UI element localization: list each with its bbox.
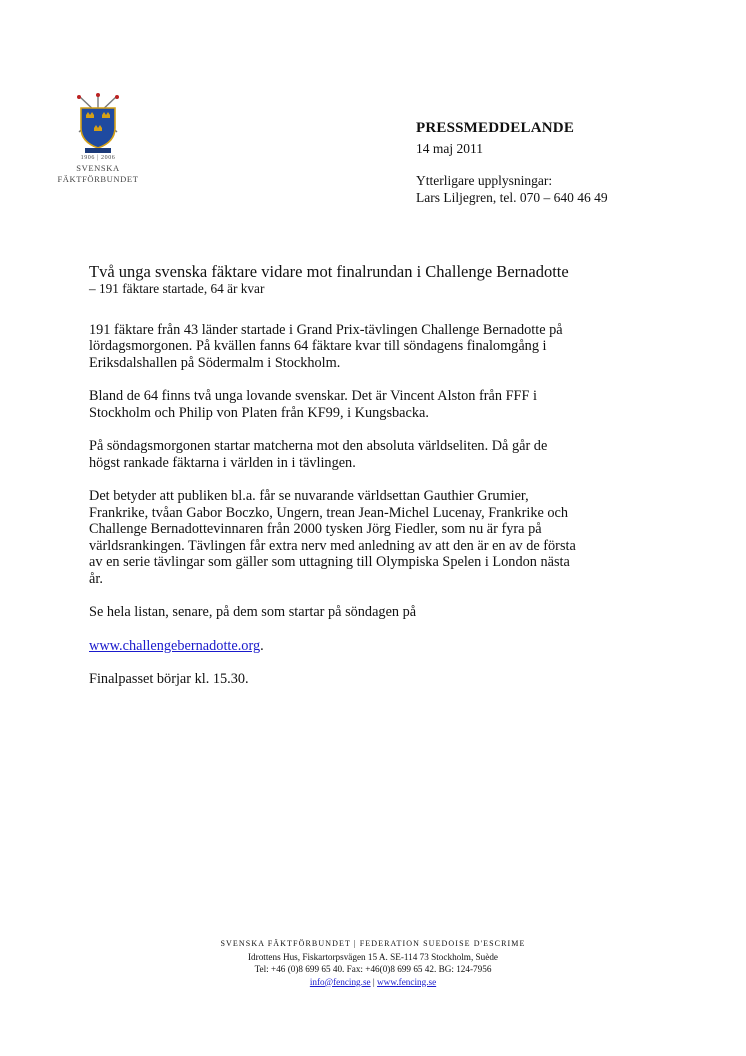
paragraph: På söndagsmorgonen startar matcherna mot den absoluta världseliten. Då går de högst rankade fäktarna i världen in i tävlingen. xyxy=(89,438,548,471)
challenge-link[interactable]: www.challengebernadotte.org xyxy=(89,637,261,654)
contact-label: Ytterligare upplysningar: xyxy=(416,173,553,188)
paragraph: 191 fäktare från 43 länder startade i Grand Prix-tävlingen Challenge Bernadotte på lördagsmorgonen. På kvällen fanns 64 fäktare kvar till söndagens finalomgång i Eriksdalshallen på Södermalm i Stockholm. xyxy=(89,321,563,371)
article-headline: Två unga svenska fäktare vidare mot finalrundan i Challenge Bernadotte xyxy=(89,262,569,281)
press-date: 14 maj 2011 xyxy=(416,141,483,156)
logo-years: 1906 | 2006 xyxy=(80,155,116,161)
press-header xyxy=(416,120,608,206)
footer-links xyxy=(0,976,746,989)
footer-address: Idrottens Hus, Fiskartorpsvägen 15 A. SE-114 73 Stockholm, Suède xyxy=(248,951,498,962)
paragraph: Bland de 64 finns två unga lovande svenskar. Det är Vincent Alston från FFF i Stockholm och Philip von Platen från KF99, i Kungsbacka. xyxy=(89,388,537,421)
article xyxy=(89,262,669,688)
footer-separator: | xyxy=(372,976,375,987)
closing-paragraph: Finalpasset börjar kl. 15.30. xyxy=(89,671,249,687)
contact-person: Lars Liljegren, tel. 070 – 640 46 49 xyxy=(416,190,608,205)
footer-phone: Tel: +46 (0)8 699 65 40. Fax: +46(0)8 699 65 42. BG: 124-7956 xyxy=(254,964,492,974)
paragraph: Se hela listan, senare, på dem som startar på söndagen på xyxy=(89,604,417,620)
link-paragraph xyxy=(89,638,669,655)
page-footer xyxy=(0,938,746,988)
footer-website-link[interactable]: www.fencing.se xyxy=(377,976,437,987)
press-title: PRESSMEDDELANDE xyxy=(416,120,575,136)
logo-line-2: FÄKTFÖRBUNDET xyxy=(57,174,139,184)
paragraph: Det betyder att publiken bl.a. får se nuvarande världsettan Gauthier Grumier, Frankrike, tvåan Gabor Boczko, Ungern, trean Jean-Michel Lucenay, Frankrike och Challenge Bernadottevinnaren från 2000 tysken Jörg Fiedler, som nu är fyra på världsrankingen. Tävlingen får extra nerv med anledning av att den är en av de första av en serie tävlingar som gäller som uttagning till Olympiska Spelen i London nästa år. xyxy=(89,488,576,587)
link-suffix: . xyxy=(260,637,264,654)
article-subheadline: – 191 fäktare startade, 64 är kvar xyxy=(89,281,265,296)
federation-logo xyxy=(56,92,140,184)
footer-email-link[interactable]: info@fencing.se xyxy=(309,976,371,987)
footer-org: SVENSKA FÄKTFÖRBUNDET | FEDERATION SUEDOISE D'ESCRIME xyxy=(220,939,526,948)
crest-icon xyxy=(71,92,125,154)
logo-line-1: SVENSKA xyxy=(76,163,120,173)
contact-info xyxy=(416,172,608,206)
